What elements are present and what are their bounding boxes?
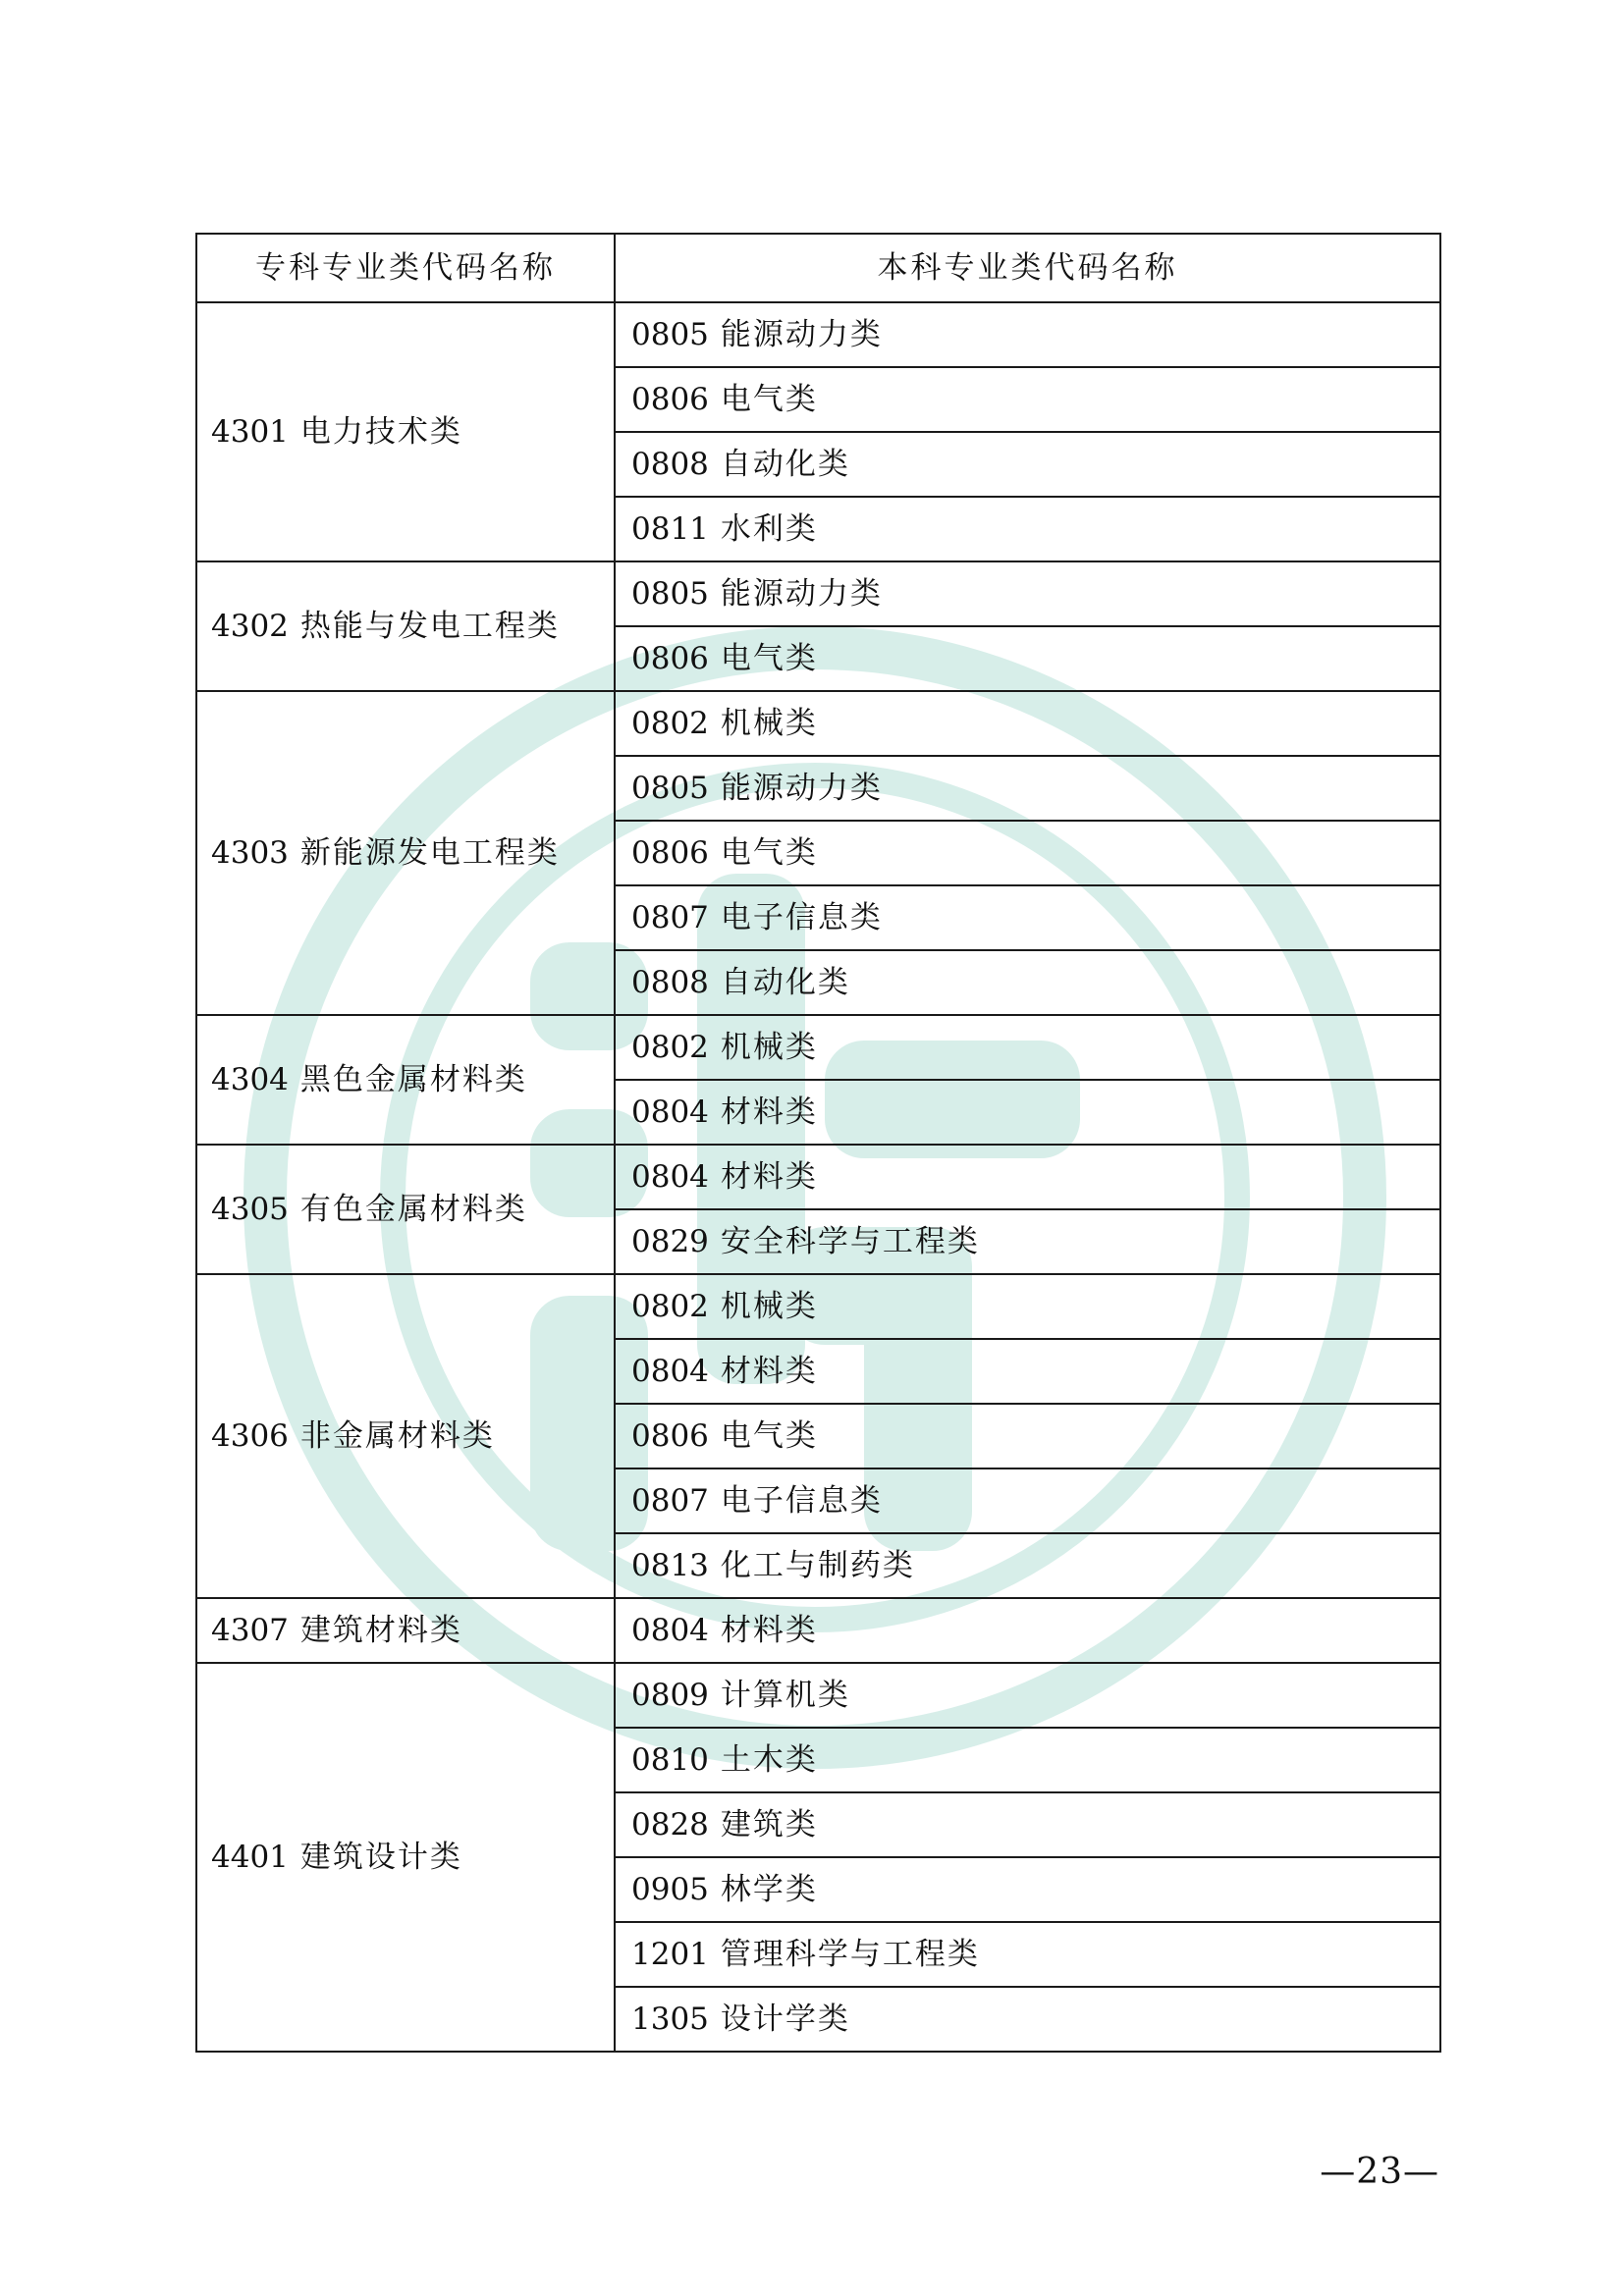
vocational-major-code: 4401 (211, 1839, 289, 1875)
undergraduate-major-code: 0805 (631, 575, 709, 612)
undergraduate-major-name: 材料类 (720, 1094, 818, 1130)
undergraduate-major-name: 自动化类 (720, 964, 850, 1000)
undergraduate-major-cell (615, 756, 1440, 821)
table-row (196, 1598, 1440, 1663)
table-row (196, 1015, 1440, 1080)
vocational-major-name: 热能与发电工程类 (299, 608, 560, 644)
undergraduate-major-name: 机械类 (720, 705, 818, 741)
vocational-major-cell (196, 302, 615, 561)
undergraduate-major-name: 化工与制药类 (720, 1547, 915, 1583)
vocational-major-name: 新能源发电工程类 (299, 834, 560, 871)
undergraduate-major-code: 0813 (631, 1547, 709, 1583)
vocational-major-code: 4303 (211, 834, 289, 871)
undergraduate-major-cell (615, 432, 1440, 497)
vocational-major-name: 有色金属材料类 (299, 1191, 527, 1227)
undergraduate-major-name: 土木类 (720, 1741, 818, 1778)
undergraduate-major-code: 0828 (631, 1806, 709, 1842)
undergraduate-major-code: 1305 (631, 2001, 709, 2037)
undergraduate-major-name: 管理科学与工程类 (720, 1936, 980, 1972)
undergraduate-major-code: 0804 (631, 1612, 709, 1648)
undergraduate-major-code: 0807 (631, 899, 709, 935)
undergraduate-major-name: 材料类 (720, 1353, 818, 1389)
vocational-major-code: 4306 (211, 1417, 289, 1454)
vocational-major-code: 4307 (211, 1612, 289, 1648)
undergraduate-major-code: 0811 (631, 510, 709, 547)
undergraduate-major-name: 电气类 (720, 381, 818, 417)
undergraduate-major-name: 材料类 (720, 1158, 818, 1195)
undergraduate-major-code: 1201 (631, 1936, 709, 1972)
undergraduate-major-code: 0808 (631, 446, 709, 482)
undergraduate-major-code: 0804 (631, 1353, 709, 1389)
undergraduate-major-cell (615, 1404, 1440, 1468)
header-undergraduate-major: 本科专业类代码名称 (615, 234, 1440, 302)
table-header-row (196, 234, 1440, 302)
undergraduate-major-name: 机械类 (720, 1029, 818, 1065)
undergraduate-major-name: 机械类 (720, 1288, 818, 1324)
table-row (196, 302, 1440, 367)
vocational-major-name: 黑色金属材料类 (299, 1061, 527, 1097)
undergraduate-major-code: 0808 (631, 964, 709, 1000)
vocational-major-cell (196, 1663, 615, 2052)
undergraduate-major-code: 0805 (631, 770, 709, 806)
undergraduate-major-code: 0806 (631, 381, 709, 417)
table-body (196, 302, 1440, 2052)
major-correspondence-table (195, 233, 1441, 2053)
vocational-major-cell (196, 1015, 615, 1145)
undergraduate-major-cell (615, 1663, 1440, 1728)
vocational-major-name: 电力技术类 (299, 413, 462, 450)
undergraduate-major-name: 能源动力类 (720, 770, 883, 806)
undergraduate-major-cell (615, 885, 1440, 950)
undergraduate-major-code: 0809 (631, 1677, 709, 1713)
undergraduate-major-cell (615, 561, 1440, 626)
undergraduate-major-code: 0805 (631, 316, 709, 352)
undergraduate-major-cell (615, 1987, 1440, 2052)
table-row (196, 561, 1440, 626)
undergraduate-major-cell (615, 821, 1440, 885)
vocational-major-name: 非金属材料类 (299, 1417, 495, 1454)
undergraduate-major-name: 水利类 (720, 510, 818, 547)
vocational-major-cell (196, 1598, 615, 1663)
undergraduate-major-cell (615, 367, 1440, 432)
vocational-major-cell (196, 691, 615, 1015)
undergraduate-major-code: 0806 (631, 640, 709, 676)
undergraduate-major-cell (615, 1468, 1440, 1533)
vocational-major-name: 建筑材料类 (299, 1612, 462, 1648)
vocational-major-cell (196, 1274, 615, 1598)
vocational-major-name: 建筑设计类 (299, 1839, 462, 1875)
undergraduate-major-cell (615, 1339, 1440, 1404)
undergraduate-major-name: 建筑类 (720, 1806, 818, 1842)
undergraduate-major-code: 0804 (631, 1094, 709, 1130)
vocational-major-code: 4304 (211, 1061, 289, 1097)
undergraduate-major-name: 计算机类 (720, 1677, 850, 1713)
table-row (196, 1274, 1440, 1339)
vocational-major-code: 4302 (211, 608, 289, 644)
undergraduate-major-code: 0810 (631, 1741, 709, 1778)
table-row (196, 691, 1440, 756)
vocational-major-code: 4305 (211, 1191, 289, 1227)
undergraduate-major-name: 电子信息类 (720, 899, 883, 935)
undergraduate-major-code: 0804 (631, 1158, 709, 1195)
undergraduate-major-code: 0905 (631, 1871, 709, 1907)
undergraduate-major-name: 电气类 (720, 1417, 818, 1454)
header-vocational-major: 专科专业类代码名称 (196, 234, 615, 302)
undergraduate-major-cell (615, 1922, 1440, 1987)
undergraduate-major-cell (615, 497, 1440, 561)
vocational-major-code: 4301 (211, 413, 289, 450)
undergraduate-major-cell (615, 1728, 1440, 1792)
undergraduate-major-code: 0802 (631, 1029, 709, 1065)
undergraduate-major-code: 0806 (631, 834, 709, 871)
undergraduate-major-code: 0802 (631, 1288, 709, 1324)
undergraduate-major-code: 0806 (631, 1417, 709, 1454)
undergraduate-major-name: 安全科学与工程类 (720, 1223, 980, 1259)
undergraduate-major-cell (615, 1209, 1440, 1274)
undergraduate-major-name: 电气类 (720, 640, 818, 676)
vocational-major-cell (196, 1145, 615, 1274)
undergraduate-major-cell (615, 1080, 1440, 1145)
undergraduate-major-cell (615, 1857, 1440, 1922)
page-number: —23— (1320, 2152, 1439, 2192)
undergraduate-major-cell (615, 626, 1440, 691)
undergraduate-major-cell (615, 691, 1440, 756)
vocational-major-cell (196, 561, 615, 691)
undergraduate-major-name: 电气类 (720, 834, 818, 871)
table-row (196, 1663, 1440, 1728)
undergraduate-major-name: 林学类 (720, 1871, 818, 1907)
undergraduate-major-cell (615, 302, 1440, 367)
undergraduate-major-code: 0802 (631, 705, 709, 741)
undergraduate-major-cell (615, 1533, 1440, 1598)
undergraduate-major-cell (615, 1792, 1440, 1857)
undergraduate-major-name: 能源动力类 (720, 316, 883, 352)
undergraduate-major-cell (615, 950, 1440, 1015)
undergraduate-major-code: 0829 (631, 1223, 709, 1259)
undergraduate-major-name: 材料类 (720, 1612, 818, 1648)
undergraduate-major-cell (615, 1598, 1440, 1663)
undergraduate-major-cell (615, 1274, 1440, 1339)
undergraduate-major-code: 0807 (631, 1482, 709, 1519)
table-row (196, 1145, 1440, 1209)
undergraduate-major-name: 自动化类 (720, 446, 850, 482)
undergraduate-major-name: 设计学类 (720, 2001, 850, 2037)
undergraduate-major-cell (615, 1015, 1440, 1080)
undergraduate-major-name: 能源动力类 (720, 575, 883, 612)
undergraduate-major-cell (615, 1145, 1440, 1209)
undergraduate-major-name: 电子信息类 (720, 1482, 883, 1519)
